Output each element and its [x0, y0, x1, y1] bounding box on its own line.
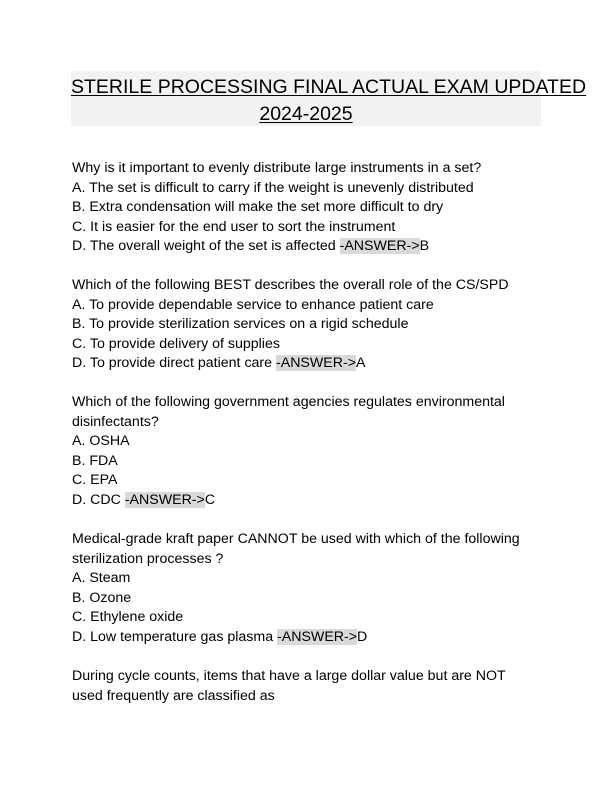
option-a: A. Steam [72, 570, 131, 586]
answer-marker: -ANSWER-> [339, 238, 420, 254]
option-c: C. To provide delivery of supplies [72, 335, 280, 352]
option-d-text: D. Low temperature gas plasma [72, 628, 278, 645]
answer-letter: C [204, 491, 216, 508]
option-d [72, 354, 552, 374]
answer-letter: B [419, 238, 430, 254]
question-stem-line-2: disinfectants? [72, 413, 159, 430]
title-banner [71, 71, 587, 126]
option-b: B. FDA [72, 452, 118, 469]
option-c: C. Ethylene oxide [72, 609, 184, 625]
question-block-3 [72, 393, 552, 510]
question-stem: Which of the following BEST describes the overall role of the CS/SPD [72, 277, 509, 293]
option-a: A. To provide dependable service to enhance patient care [72, 296, 434, 313]
question-block-5 [72, 667, 552, 706]
answer-marker: -ANSWER-> [277, 628, 358, 645]
title-line-2: 2024-2025 [259, 103, 353, 125]
question-stem-line-1: Which of the following government agencies regulates environmental [72, 394, 505, 410]
title-line-1: STERILE PROCESSING FINAL ACTUAL EXAM UPDATED [71, 76, 587, 98]
option-d [72, 491, 552, 511]
question-stem-line-1: During cycle counts, items that have a large dollar value but are NOT [72, 668, 506, 684]
option-a: A. OSHA [72, 433, 130, 449]
option-c: C. It is easier for the end user to sort the instrument [72, 218, 396, 235]
option-b: B. Ozone [72, 589, 132, 606]
option-d [72, 628, 552, 648]
option-c: C. EPA [72, 472, 118, 488]
answer-letter: A [356, 355, 366, 371]
option-d [72, 237, 552, 257]
question-stem-line-2: sterilization processes ? [72, 550, 224, 567]
question-stem-line-2: used frequently are classified as [72, 687, 275, 704]
answer-marker: -ANSWER-> [276, 355, 357, 371]
question-block-1 [72, 159, 552, 257]
option-a: A. The set is difficult to carry if the weight is unevenly distributed [72, 179, 474, 196]
option-d-text: D. CDC [72, 491, 125, 508]
question-block-2 [72, 276, 552, 374]
question-stem-line-1: Medical-grade kraft paper CANNOT be used with which of the following [72, 531, 520, 547]
answer-letter: D [357, 628, 368, 645]
option-d-text: D. To provide direct patient care [72, 355, 276, 371]
answer-marker: -ANSWER-> [124, 491, 205, 508]
option-b: B. Extra condensation will make the set more difficult to dry [72, 199, 444, 215]
option-b: B. To provide sterilization services on a rigid schedule [72, 316, 409, 332]
option-d-text: D. The overall weight of the set is affected [72, 238, 340, 254]
question-stem: Why is it important to evenly distribute large instruments in a set? [72, 160, 482, 176]
question-block-4 [72, 530, 552, 647]
